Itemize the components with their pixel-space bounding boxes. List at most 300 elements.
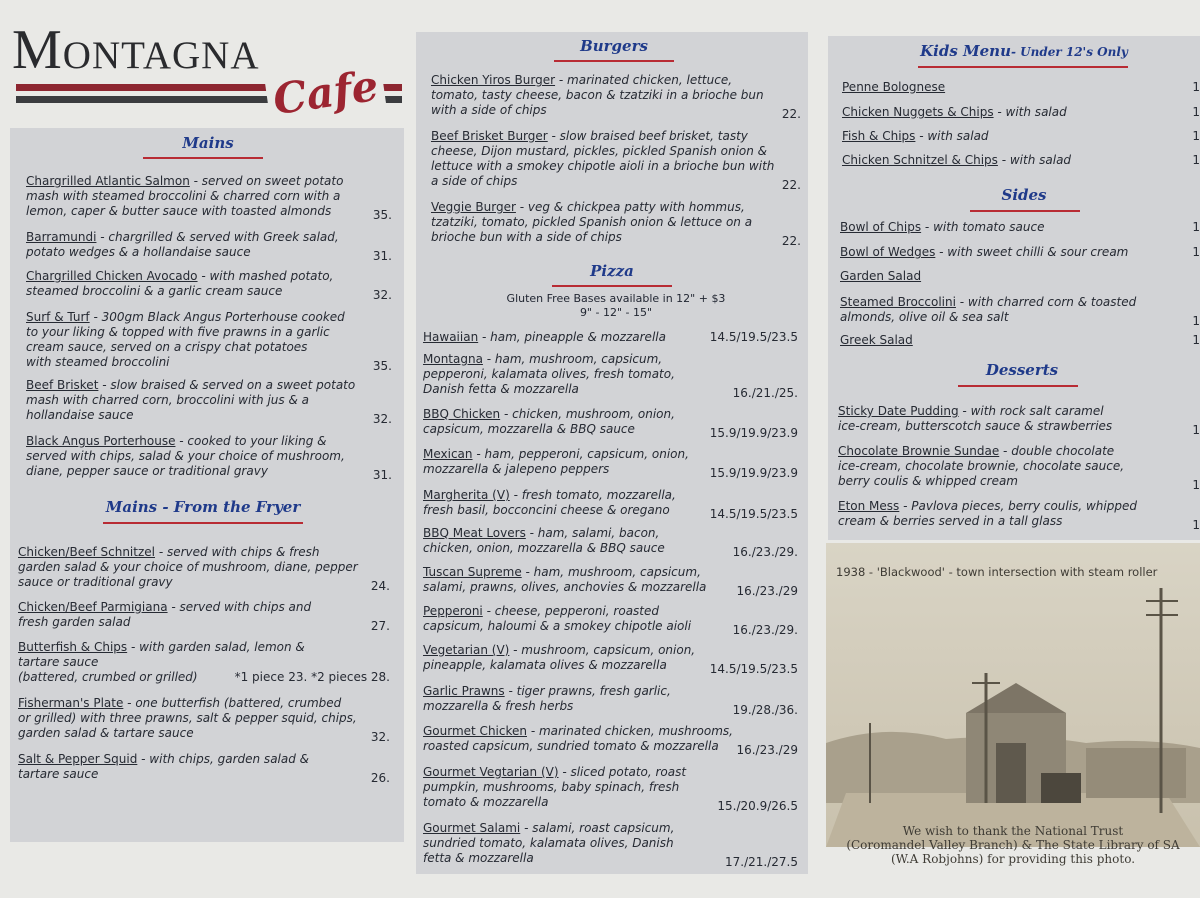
- menu-item-price: 31.: [372, 468, 392, 482]
- menu-item-name: Montagna: [423, 352, 483, 366]
- photo-caption: 1938 - 'Blackwood' - town intersection with steam roller: [836, 565, 1158, 579]
- menu-item-line: [423, 658, 695, 673]
- kids-heading-underline: [918, 66, 1128, 68]
- menu-item-description: served with chips, salad & your choice of mushroom,: [26, 449, 345, 463]
- menu-item-description: garden salad & tartare sauce: [18, 726, 194, 740]
- menu-item-price: 35.: [372, 359, 392, 373]
- menu-item: [423, 565, 706, 595]
- menu-item-line: [423, 604, 691, 619]
- menu-item-line: [18, 600, 311, 615]
- menu-item-price: 27.: [370, 619, 390, 633]
- menu-item-name: Bowl of Chips: [840, 220, 922, 234]
- menu-item-description: sauce or traditional gravy: [18, 575, 173, 589]
- sides-heading-text: Sides: [1001, 186, 1047, 204]
- menu-item-description: ice-cream, butterscotch sauce & strawberries: [838, 419, 1113, 433]
- menu-item-description: - sliced potato, roast: [558, 765, 687, 779]
- menu-item-price: 26.: [370, 771, 390, 785]
- pizza-sizes: 9" - 12" - 15": [579, 306, 653, 319]
- burgers-heading-text: Burgers: [580, 37, 648, 55]
- menu-item-line: [423, 795, 686, 810]
- menu-item-description: with steamed broccolini: [26, 355, 170, 369]
- menu-item-price: 16./23./29.: [732, 545, 798, 559]
- menu-item-line: [431, 73, 764, 88]
- menu-item-line: [423, 462, 689, 477]
- menu-item-line: [18, 575, 358, 590]
- menu-item-line: [423, 724, 733, 739]
- menu-item: [838, 404, 1112, 434]
- menu-item-line: [840, 269, 921, 284]
- menu-item-line: [423, 851, 674, 866]
- menu-item: [26, 174, 343, 219]
- burgers-heading: [464, 37, 764, 55]
- menu-item-line: [840, 220, 1044, 235]
- desserts-heading: [872, 361, 1172, 379]
- menu-item-description: cream sauce, served on a crispy chat potatoes: [26, 340, 308, 354]
- menu-item-description: - marinated chicken, mushrooms,: [527, 724, 733, 738]
- menu-item-description: - Pavlova pieces, berry coulis, whipped: [899, 499, 1137, 513]
- menu-item-name: Barramundi: [26, 230, 97, 244]
- logo-wordmark: Montagna: [12, 19, 260, 81]
- menu-item-line: [431, 88, 764, 103]
- menu-item-description: - with mashed potato,: [197, 269, 334, 283]
- sides-heading-underline: [970, 210, 1080, 212]
- menu-item-name: Chicken Schnitzel & Chips: [842, 153, 998, 167]
- menu-item-price: 14.5/19.5/23.5: [709, 330, 798, 344]
- menu-item-price: 14.5/19.5/23.5: [709, 507, 798, 521]
- menu-item-line: [842, 153, 1071, 168]
- menu-item-line: [26, 464, 345, 479]
- menu-item-name: BBQ Meat Lovers: [423, 526, 526, 540]
- menu-item-line: [423, 422, 675, 437]
- kids-subheading: - Under 12's Only: [1010, 45, 1128, 59]
- menu-item-description: - ham, mushroom, capsicum,: [482, 352, 663, 366]
- menu-item-line: [26, 325, 345, 340]
- menu-item-line: [18, 696, 357, 711]
- menu-item-line: [431, 159, 774, 174]
- menu-item-name: Chicken Nuggets & Chips: [842, 105, 994, 119]
- fryer-heading: [53, 498, 353, 516]
- menu-item-line: [423, 780, 686, 795]
- menu-item: [842, 105, 1067, 120]
- menu-item-line: [423, 367, 675, 382]
- menu-item-line: [26, 393, 355, 408]
- menu-item-name: Chicken/Beef Schnitzel: [18, 545, 155, 559]
- photo-credit: [826, 824, 1200, 866]
- fryer-heading-underline: [103, 522, 303, 524]
- menu-item-price: 15./20.9/26.5: [717, 799, 798, 813]
- menu-item-line: [431, 230, 752, 245]
- kids-heading-text: Kids Menu: [920, 42, 1011, 60]
- menu-item: [423, 352, 675, 397]
- menu-item-price: 17./21./27.5: [725, 855, 798, 869]
- menu-item-description: fetta & mozzarella: [423, 851, 534, 865]
- menu-item-line: [423, 619, 691, 634]
- menu-item-description: potato wedges & a hollandaise sauce: [26, 245, 251, 259]
- menu-item: [26, 230, 339, 260]
- menu-item-description: - with salad: [993, 105, 1067, 119]
- menu-item-price: 22.: [781, 234, 801, 248]
- menu-item-price: 1: [1192, 518, 1200, 532]
- menu-item-description: chicken, onion, mozzarella & BBQ sauce: [423, 541, 665, 555]
- menu-item: [18, 696, 357, 741]
- menu-item-line: [26, 269, 333, 284]
- menu-item-line: [26, 284, 333, 299]
- menu-item: [26, 434, 345, 479]
- menu-item-description: (battered, crumbed or grilled): [18, 670, 198, 684]
- historic-photo: [826, 543, 1200, 866]
- menu-item-price: 15.9/19.9/23.9: [709, 466, 798, 480]
- menu-item: [423, 684, 671, 714]
- menu-item-line: [423, 765, 686, 780]
- menu-item: [838, 444, 1124, 489]
- menu-item-price: 1: [1192, 105, 1200, 119]
- menu-item-description: - ham, salami, bacon,: [525, 526, 660, 540]
- menu-item-description: mash with charred corn, broccolini with jus & a: [26, 393, 309, 407]
- menu-item-description: fresh garden salad: [18, 615, 131, 629]
- menu-item-name: Chargrilled Atlantic Salmon: [26, 174, 190, 188]
- menu-item-description: a side of chips: [431, 174, 518, 188]
- menu-item-description: pumpkin, mushrooms, baby spinach, fresh: [423, 780, 680, 794]
- menu-item: [423, 821, 674, 866]
- menu-item-description: hollandaise sauce: [26, 408, 134, 422]
- menu-item-description: - veg & chickpea patty with hommus,: [515, 200, 745, 214]
- menu-item-description: - chargrilled & served with Greek salad,: [96, 230, 339, 244]
- menu-item-description: - ham, pineapple & mozzarella: [478, 330, 666, 344]
- menu-item-description: ice-cream, chocolate brownie, chocolate sauce,: [838, 459, 1125, 473]
- menu-item-line: [423, 352, 675, 367]
- photo-credit-line: (Coromandel Valley Branch) & The State Library of SA: [846, 838, 1180, 852]
- menu-item-line: [423, 488, 676, 503]
- menu-item-name: Margherita (V): [423, 488, 510, 502]
- menu-item-line: [26, 434, 345, 449]
- photo-credit-line: We wish to thank the National Trust: [902, 824, 1124, 838]
- menu-item-line: [423, 503, 676, 518]
- menu-item: [26, 269, 333, 299]
- menu-item-price: 1: [1192, 478, 1200, 492]
- menu-item-name: Chocolate Brownie Sundae: [838, 444, 1000, 458]
- menu-item-description: salami, prawns, olives, anchovies & mozzarella: [423, 580, 707, 594]
- menu-item-line: [26, 245, 339, 260]
- gluten-free-note: Gluten Free Bases available in 12" + $3: [506, 292, 726, 305]
- menu-item-line: [423, 541, 665, 556]
- menu-item-price: 32.: [370, 730, 390, 744]
- menu-item: [18, 545, 358, 590]
- menu-item: [842, 153, 1071, 168]
- menu-item-name: Chargrilled Chicken Avocado: [26, 269, 198, 283]
- menu-item: [840, 295, 1136, 325]
- menu-item-description: - double chocolate: [999, 444, 1115, 458]
- menu-item-description: Danish fetta & mozzarella: [423, 382, 579, 396]
- menu-item-description: - with chips, garden salad &: [137, 752, 310, 766]
- menu-item-price: 19./28./36.: [732, 703, 798, 717]
- menu-item-description: cream & berries served in a tall glass: [838, 514, 1063, 528]
- menu-item-name: Fish & Chips: [842, 129, 916, 143]
- menu-item: [423, 526, 665, 556]
- menu-item-name: Salt & Pepper Squid: [18, 752, 138, 766]
- menu-item-line: [431, 174, 774, 189]
- menu-item-description: - with sweet chilli & sour cream: [935, 245, 1129, 259]
- menu-item-line: [26, 174, 343, 189]
- menu-item-description: - ham, mushroom, capsicum,: [521, 565, 701, 579]
- menu-item-name: Greek Salad: [840, 333, 913, 347]
- menu-item-price: 24.: [370, 579, 390, 593]
- menu-item-description: - mushroom, capsicum, onion,: [509, 643, 696, 657]
- menu-item-description: - marinated chicken, lettuce,: [555, 73, 733, 87]
- fryer-heading-text: Mains - From the Fryer: [105, 498, 301, 516]
- menu-item-name: Steamed Broccolini: [840, 295, 956, 309]
- menu-item-description: - with tomato sauce: [921, 220, 1045, 234]
- menu-item-price: 14.5/19.5/23.5: [709, 662, 798, 676]
- menu-item-description: lettuce with a smokey chipotle aioli in a brioche bun with: [431, 159, 775, 173]
- menu-item-description: to your liking & topped with five prawns in a garlic: [26, 325, 330, 339]
- menu-item-price: 1: [1192, 80, 1200, 94]
- menu-item-description: tartare sauce: [18, 655, 99, 669]
- sides-heading: [874, 186, 1174, 204]
- menu-item-line: [840, 245, 1128, 260]
- menu-item-name: Veggie Burger: [431, 200, 516, 214]
- menu-item-price: 1: [1192, 129, 1200, 143]
- pizza-heading: [462, 262, 762, 280]
- menu-item: [18, 600, 311, 630]
- menu-item-name: Penne Bolognese: [842, 80, 946, 94]
- menu-item-price: 1: [1192, 333, 1200, 347]
- menu-item-price: 1: [1192, 423, 1200, 437]
- menu-item-price: 16./21./25.: [732, 386, 798, 400]
- menu-item-name: Garlic Prawns: [423, 684, 505, 698]
- menu-item-description: mozzarella & jalepeno peppers: [423, 462, 610, 476]
- menu-item-name: Hawaiian: [423, 330, 479, 344]
- menu-item-price: 31.: [372, 249, 392, 263]
- menu-item: [26, 378, 355, 423]
- menu-item-line: [431, 129, 774, 144]
- menu-item-description: - with salad: [915, 129, 989, 143]
- menu-item-name: Vegetarian (V): [423, 643, 510, 657]
- menu-item: [840, 269, 921, 284]
- menu-item: [840, 333, 913, 348]
- menu-item-line: [26, 230, 339, 245]
- kids-heading: [874, 42, 1174, 60]
- menu-item-line: [842, 129, 989, 144]
- menu-item: [423, 330, 666, 345]
- menu-item-name: Eton Mess: [838, 499, 900, 513]
- menu-item-name: Gourmet Salami: [423, 821, 521, 835]
- menu-item: [423, 488, 676, 518]
- menu-item-description: with a side of chips: [431, 103, 547, 117]
- menu-item-description: diane, pepper sauce or traditional gravy: [26, 464, 268, 478]
- menu-item-name: Beef Brisket: [26, 378, 99, 392]
- menu-item-line: [18, 640, 305, 655]
- menu-item-description: - ham, pepperoni, capsicum, onion,: [472, 447, 689, 461]
- menu-item-name: Pepperoni: [423, 604, 483, 618]
- menu-item-price: 32.: [372, 288, 392, 302]
- menu-item-line: [838, 444, 1124, 459]
- menu-item-line: [423, 684, 671, 699]
- menu-item-description: - 300gm Black Angus Porterhouse cooked: [89, 310, 345, 324]
- menu-item-description: - salami, roast capsicum,: [520, 821, 675, 835]
- menu-item: [18, 752, 309, 782]
- menu-item-line: [18, 711, 357, 726]
- menu-item-price: 16./23./29.: [732, 623, 798, 637]
- menu-item: [431, 129, 774, 189]
- menu-item-line: [842, 105, 1067, 120]
- menu-item-name: Sticky Date Pudding: [838, 404, 959, 418]
- menu-item-price: 32.: [372, 412, 392, 426]
- menu-item-line: [18, 752, 309, 767]
- menu-item-description: tartare sauce: [18, 767, 99, 781]
- menu-item-line: [26, 355, 345, 370]
- pizza-heading-underline: [552, 285, 672, 287]
- menu-item-line: [423, 407, 675, 422]
- menu-item-line: [18, 726, 357, 741]
- menu-item-line: [838, 459, 1124, 474]
- menu-item: [26, 310, 345, 370]
- menu-item: [423, 447, 689, 477]
- menu-item-line: [842, 80, 945, 95]
- menu-item-description: - tiger prawns, fresh garlic,: [504, 684, 671, 698]
- menu-item-description: - slow braised beef brisket, tasty: [547, 129, 748, 143]
- menu-item-line: [18, 655, 305, 670]
- menu-item-price: *1 piece 23. *2 pieces 28.: [234, 670, 390, 684]
- menu-item-line: [838, 474, 1124, 489]
- menu-item-description: tomato & mozzarella: [423, 795, 549, 809]
- menu-item-price: 35.: [372, 208, 392, 222]
- menu-item-description: - with rock salt caramel: [958, 404, 1104, 418]
- menu-item-line: [423, 382, 675, 397]
- menu-item-description: garden salad & your choice of mushroom, diane, pepper: [18, 560, 358, 574]
- menu-item-line: [423, 447, 689, 462]
- menu-item-line: [423, 836, 674, 851]
- menu-item-description: - served with chips & fresh: [155, 545, 320, 559]
- menu-item: [423, 643, 695, 673]
- menu-item-price: 1: [1192, 153, 1200, 167]
- menu-item: [840, 220, 1044, 235]
- menu-item: [840, 245, 1128, 260]
- menu-item-line: [26, 204, 343, 219]
- menu-item-description: mash with steamed broccolini & charred corn with a: [26, 189, 341, 203]
- menu-item-description: - cheese, pepperoni, roasted: [482, 604, 660, 618]
- menu-item-line: [26, 189, 343, 204]
- menu-item-description: lemon, caper & butter sauce with toasted almonds: [26, 204, 332, 218]
- menu-item-description: - with salad: [997, 153, 1072, 167]
- menu-item: [842, 129, 989, 144]
- menu-item-description: mozzarella & fresh herbs: [423, 699, 574, 713]
- menu-item-line: [840, 333, 913, 348]
- menu-item-line: [423, 699, 671, 714]
- mains-heading: [58, 134, 358, 152]
- menu-item-line: [18, 615, 311, 630]
- menu-item-price: 16./23./29: [736, 584, 798, 598]
- menu-item-line: [840, 310, 1136, 325]
- mains-heading-text: Mains: [182, 134, 234, 152]
- photo-illustration: [826, 543, 1200, 847]
- menu-item-description: - with charred corn & toasted: [955, 295, 1137, 309]
- menu-item-description: sundried tomato, kalamata olives, Danish: [423, 836, 674, 850]
- menu-item-line: [838, 499, 1137, 514]
- menu-item-line: [26, 408, 355, 423]
- menu-item-price: 15.9/19.9/23.9: [709, 426, 798, 440]
- menu-item-line: [18, 545, 358, 560]
- menu-item-name: BBQ Chicken: [423, 407, 501, 421]
- menu-item-line: [18, 767, 309, 782]
- menu-item-description: tomato, tasty cheese, bacon & tzatziki in a brioche bun: [431, 88, 764, 102]
- menu-item-description: - chicken, mushroom, onion,: [500, 407, 675, 421]
- menu-item-name: Mexican: [423, 447, 473, 461]
- menu-item-name: Gourmet Chicken: [423, 724, 527, 738]
- menu-item-line: [423, 565, 706, 580]
- menu-item: [431, 73, 764, 118]
- menu-item: [431, 200, 752, 245]
- menu-item-description: - served on sweet potato: [189, 174, 344, 188]
- cafe-logo: [12, 19, 407, 125]
- menu-item-line: [423, 330, 666, 345]
- menu-item-line: [840, 295, 1136, 310]
- menu-item-line: [838, 419, 1112, 434]
- menu-item-name: Surf & Turf: [26, 310, 90, 324]
- menu-item-name: Garden Salad: [840, 269, 922, 283]
- mains-heading-underline: [143, 157, 263, 159]
- menu-item-line: [431, 215, 752, 230]
- menu-item-description: pepperoni, kalamata olives, fresh tomato,: [423, 367, 675, 381]
- menu-item-price: 1: [1192, 220, 1200, 234]
- menu-item-line: [18, 560, 358, 575]
- menu-item-line: [26, 340, 345, 355]
- menu-item-description: or grilled) with three prawns, salt & pepper squid, chips,: [18, 711, 357, 725]
- menu-item-name: Beef Brisket Burger: [431, 129, 548, 143]
- menu-item-description: - fresh tomato, mozzarella,: [509, 488, 676, 502]
- menu-item-description: - slow braised & served on a sweet potato: [98, 378, 356, 392]
- desserts-heading-underline: [958, 385, 1078, 387]
- menu-item-line: [423, 526, 665, 541]
- menu-item-line: [431, 200, 752, 215]
- menu-item: [842, 80, 945, 95]
- menu-item-line: [26, 310, 345, 325]
- menu-item-line: [838, 404, 1112, 419]
- menu-item-description: - served with chips and: [167, 600, 312, 614]
- menu-item: [423, 724, 733, 754]
- menu-item-description: capsicum, haloumi & a smokey chipotle aioli: [423, 619, 692, 633]
- menu-item-line: [423, 580, 706, 595]
- menu-item-description: roasted capsicum, sundried tomato & mozzarella: [423, 739, 719, 753]
- logo-script: Cafe: [264, 62, 387, 124]
- menu-item-description: brioche bun with a side of chips: [431, 230, 622, 244]
- menu-item: [423, 407, 675, 437]
- menu-item-name: Black Angus Porterhouse: [26, 434, 176, 448]
- menu-item-name: Tuscan Supreme: [423, 565, 522, 579]
- menu-item-name: Chicken/Beef Parmigiana: [18, 600, 168, 614]
- menu-item-price: 1: [1192, 245, 1200, 259]
- menu-item-line: [431, 103, 764, 118]
- menu-item-description: tzatziki, tomato, pickled Spanish onion & lettuce on a: [431, 215, 753, 229]
- photo-credit-line: (W.A Robjohns) for providing this photo.: [890, 852, 1136, 866]
- menu-item-description: - with garden salad, lemon &: [127, 640, 305, 654]
- menu-item: [423, 604, 691, 634]
- menu-item-line: [838, 514, 1137, 529]
- menu-item-description: steamed broccolini & a garlic cream sauce: [26, 284, 283, 298]
- menu-item-price: 22.: [781, 178, 801, 192]
- menu-item-description: berry coulis & whipped cream: [838, 474, 1018, 488]
- menu-item-description: almonds, olive oil & sea salt: [840, 310, 1009, 324]
- menu-item-name: Bowl of Wedges: [840, 245, 936, 259]
- menu-item-line: [26, 378, 355, 393]
- burgers-heading-underline: [554, 60, 674, 62]
- menu-item-line: [423, 739, 733, 754]
- menu-item-description: pineapple, kalamata olives & mozzarella: [423, 658, 667, 672]
- menu-item-line: [431, 144, 774, 159]
- menu-item-description: - one butterfish (battered, crumbed: [123, 696, 342, 710]
- menu-item-description: cheese, Dijon mustard, pickles, pickled Spanish onion &: [431, 144, 768, 158]
- menu-item-description: - cooked to your liking &: [175, 434, 327, 448]
- pizza-heading-text: Pizza: [590, 262, 634, 280]
